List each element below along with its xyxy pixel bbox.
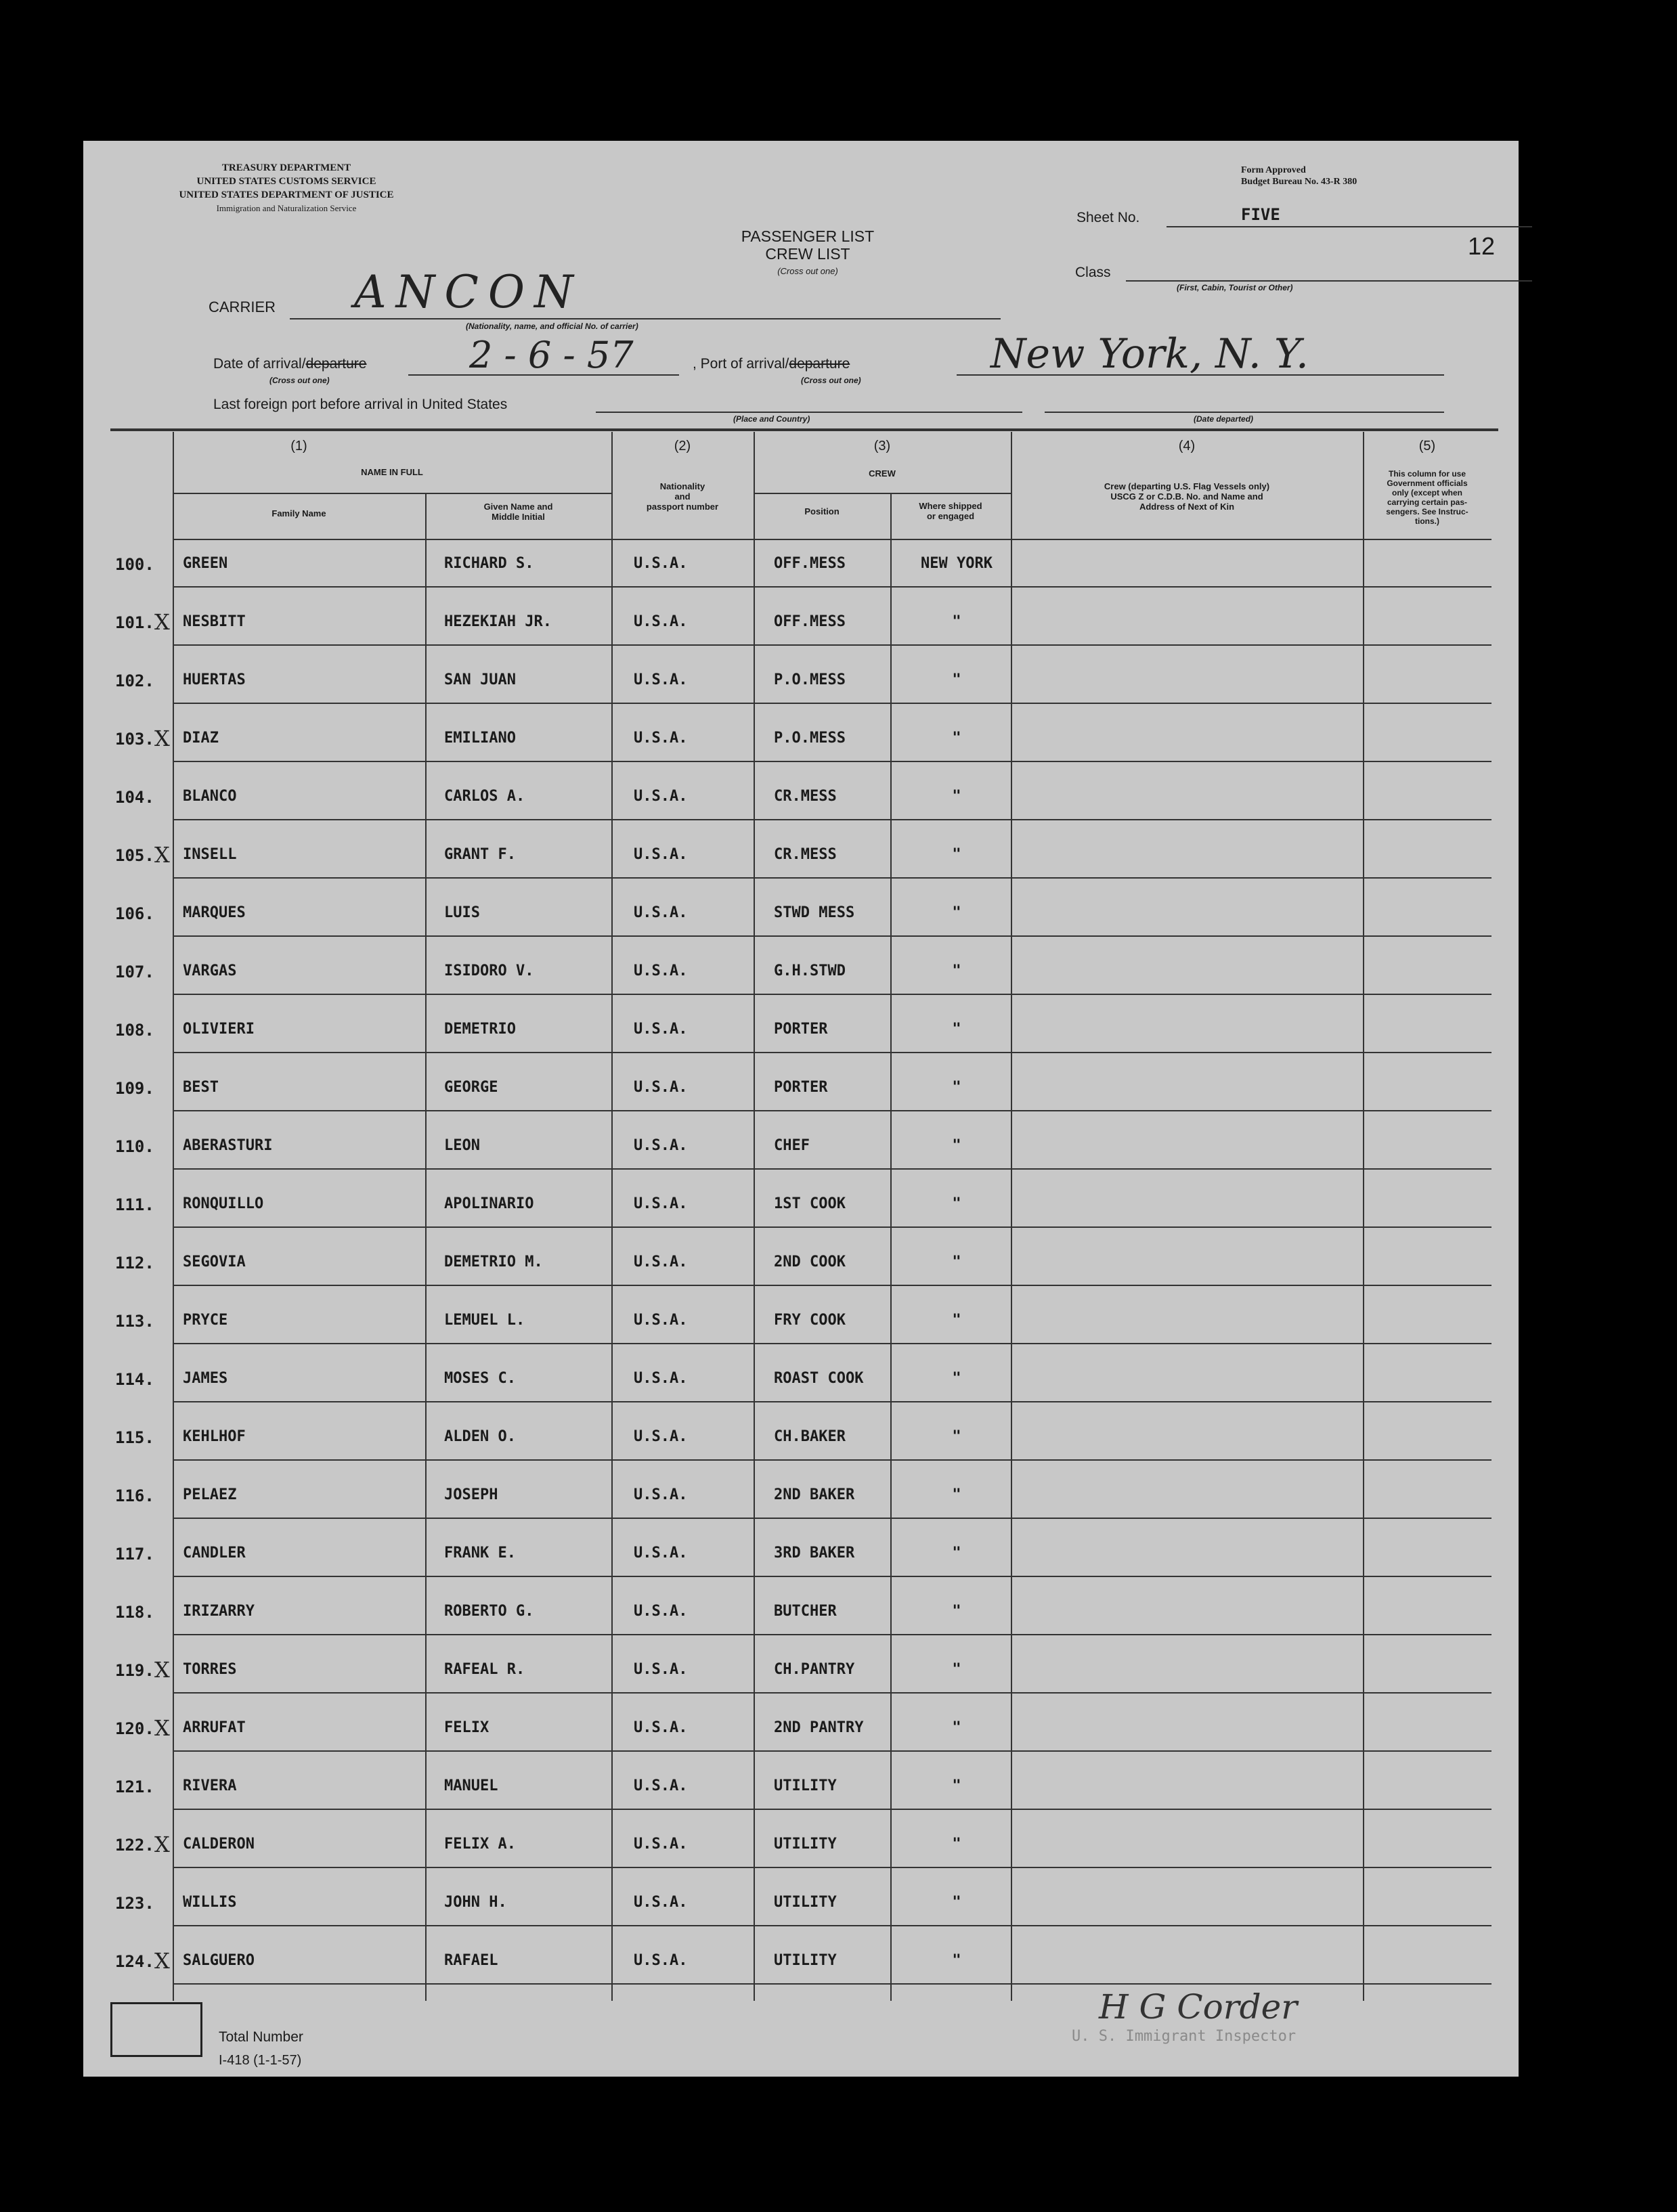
nationality-cell: U.S.A. — [634, 1836, 688, 1853]
port-label-departure: departure — [789, 356, 850, 372]
given-name-cell: EMILIANO — [444, 730, 516, 747]
position-cell: UTILITY — [774, 1894, 837, 1911]
row-rule — [173, 1576, 1491, 1577]
position-cell: P.O.MESS — [774, 730, 846, 747]
row-rule — [173, 1459, 1491, 1461]
given-name-cell: ROBERTO G. — [444, 1603, 534, 1620]
row-rule — [173, 994, 1491, 995]
nationality-cell: U.S.A. — [634, 904, 688, 921]
class-underline — [1126, 280, 1532, 282]
nationality-cell: U.S.A. — [634, 1661, 688, 1678]
col-divider — [173, 432, 174, 2001]
col2-number: (2) — [674, 439, 691, 454]
shipped-or-engaged-cell: " — [952, 1137, 961, 1154]
row-rule — [173, 703, 1491, 704]
carrier-value: ANCON — [354, 266, 583, 318]
row-number: 112. — [115, 1254, 154, 1273]
date-label — [213, 356, 366, 372]
row-rule — [173, 586, 1491, 588]
given-name-cell: DEMETRIO — [444, 1021, 516, 1038]
col-divider — [1011, 432, 1012, 2001]
shipped-or-engaged-cell: " — [952, 730, 961, 747]
shipped-header-a: Where shipped — [919, 501, 982, 511]
family-name-cell: ARRUFAT — [183, 1719, 246, 1736]
title-crew-list: CREW LIST — [765, 245, 850, 263]
position-cell: 2ND COOK — [774, 1254, 846, 1270]
row-rule — [173, 1983, 1491, 1985]
row-number: 123. — [115, 1894, 154, 1913]
family-name-cell: JAMES — [183, 1370, 228, 1387]
given-name-cell: RICHARD S. — [444, 555, 534, 572]
government-use-header-c: only (except when — [1391, 488, 1463, 497]
shipped-or-engaged-cell: " — [952, 1952, 961, 1969]
table-top-rule — [110, 428, 1498, 431]
subheader-rule — [754, 493, 1011, 494]
carrier-label: CARRIER — [209, 298, 276, 315]
row-number: 105. — [115, 846, 154, 865]
nationality-cell: U.S.A. — [634, 963, 688, 979]
given-name-cell: LUIS — [444, 904, 480, 921]
nationality-cell: U.S.A. — [634, 1719, 688, 1736]
class-label: Class — [1075, 265, 1111, 280]
port-note: (Cross out one) — [801, 376, 861, 385]
given-name-cell: MOSES C. — [444, 1370, 516, 1387]
row-number: 121. — [115, 1777, 154, 1796]
row-rule — [173, 761, 1491, 762]
form-approval — [1241, 164, 1357, 187]
nationality-header-c: passport number — [646, 502, 719, 512]
sheet-underline — [1167, 226, 1532, 227]
given-name-cell: CARLOS A. — [444, 788, 525, 805]
given-name-header-a: Given Name and — [483, 502, 553, 512]
shipped-or-engaged-cell: " — [952, 1486, 961, 1503]
next-of-kin-header — [1011, 481, 1363, 512]
given-name-header-b: Middle Initial — [492, 512, 545, 522]
next-of-kin-header-a: Crew (departing U.S. Flag Vessels only) — [1104, 481, 1270, 491]
family-name-cell: NESBITT — [183, 613, 246, 630]
nationality-cell: U.S.A. — [634, 1894, 688, 1911]
nationality-cell: U.S.A. — [634, 671, 688, 688]
row-number: 115. — [115, 1428, 154, 1447]
family-name-header: Family Name — [271, 508, 326, 518]
row-rule — [173, 1110, 1491, 1111]
date-label-arrival: Date of arrival/ — [213, 356, 306, 372]
shipped-or-engaged-cell: " — [952, 1195, 961, 1212]
date-value: 2 - 6 - 57 — [469, 334, 634, 376]
shipped-or-engaged-cell: " — [952, 1545, 961, 1562]
row-number: 106. — [115, 904, 154, 923]
date-departed-underline — [1045, 412, 1444, 413]
shipped-or-engaged-cell: " — [952, 1719, 961, 1736]
shipped-or-engaged-cell: " — [952, 671, 961, 688]
shipped-header-b: or engaged — [926, 511, 975, 521]
family-name-cell: CANDLER — [183, 1545, 246, 1562]
position-cell: PORTER — [774, 1021, 828, 1038]
next-of-kin-header-c: Address of Next of Kin — [1139, 502, 1235, 512]
nationality-cell: U.S.A. — [634, 1486, 688, 1503]
row-number: 110. — [115, 1137, 154, 1156]
family-name-cell: VARGAS — [183, 963, 237, 979]
check-mark: X — [154, 1948, 170, 1974]
shipped-or-engaged-cell: " — [952, 1428, 961, 1445]
family-name-cell: TORRES — [183, 1661, 237, 1678]
agency-line: UNITED STATES CUSTOMS SERVICE — [196, 176, 376, 187]
government-use-header-e: sengers. See Instruc- — [1386, 507, 1468, 516]
position-cell: ROAST COOK — [774, 1370, 864, 1387]
row-number: 102. — [115, 671, 154, 690]
given-name-cell: APOLINARIO — [444, 1195, 534, 1212]
given-name-cell: SAN JUAN — [444, 671, 516, 688]
row-rule — [173, 1809, 1491, 1810]
shipped-or-engaged-cell: " — [952, 1079, 961, 1096]
sheet-value: FIVE — [1241, 205, 1280, 224]
shipped-or-engaged-cell: " — [952, 788, 961, 805]
position-cell: 2ND PANTRY — [774, 1719, 864, 1736]
shipped-or-engaged-cell: " — [952, 1777, 961, 1794]
date-label-departure: departure — [305, 356, 367, 372]
subheader-rule — [173, 493, 611, 494]
position-cell: UTILITY — [774, 1952, 837, 1969]
check-mark: X — [154, 1657, 170, 1683]
row-rule — [173, 935, 1491, 937]
total-number-box[interactable] — [110, 2002, 202, 2057]
sheet-label: Sheet No. — [1076, 210, 1140, 225]
given-name-cell: GEORGE — [444, 1079, 498, 1096]
nationality-cell: U.S.A. — [634, 1021, 688, 1038]
given-name-cell: ISIDORO V. — [444, 963, 534, 979]
date-note: (Cross out one) — [269, 376, 330, 385]
check-mark: X — [154, 609, 170, 635]
family-name-cell: GREEN — [183, 555, 228, 572]
shipped-or-engaged-cell: NEW YORK — [921, 555, 993, 572]
nationality-cell: U.S.A. — [634, 1195, 688, 1212]
row-number: 120. — [115, 1719, 154, 1738]
government-use-header — [1363, 469, 1491, 526]
family-name-cell: SEGOVIA — [183, 1254, 246, 1270]
family-name-cell: WILLIS — [183, 1894, 237, 1911]
form-number: I-418 (1-1-57) — [219, 2053, 302, 2068]
row-rule — [173, 1692, 1491, 1694]
form-title — [666, 227, 950, 280]
family-name-cell: INSELL — [183, 846, 237, 863]
row-number: 114. — [115, 1370, 154, 1389]
position-cell: PORTER — [774, 1079, 828, 1096]
agency-line: Immigration and Naturalization Service — [216, 203, 357, 213]
date-departed-note: (Date departed) — [1194, 414, 1254, 424]
shipped-or-engaged-cell: " — [952, 1661, 961, 1678]
nationality-cell: U.S.A. — [634, 1603, 688, 1620]
row-rule — [173, 1285, 1491, 1286]
header-bottom-rule — [173, 539, 1491, 540]
shipped-or-engaged-cell: " — [952, 1603, 961, 1620]
shipped-or-engaged-cell: " — [952, 904, 961, 921]
total-number-label: Total Number — [219, 2029, 303, 2045]
place-note: (Place and Country) — [733, 414, 810, 424]
government-use-header-d: carrying certain pas- — [1387, 497, 1468, 507]
position-cell: STWD MESS — [774, 904, 855, 921]
nationality-cell: U.S.A. — [634, 1254, 688, 1270]
family-name-cell: PRYCE — [183, 1312, 228, 1329]
family-name-cell: IRIZARRY — [183, 1603, 255, 1620]
agency-block — [110, 161, 462, 215]
agency-line: UNITED STATES DEPARTMENT OF JUSTICE — [179, 190, 394, 200]
row-number: 111. — [115, 1195, 154, 1214]
position-cell: CR.MESS — [774, 846, 837, 863]
row-rule — [173, 877, 1491, 879]
given-name-cell: HEZEKIAH JR. — [444, 613, 552, 630]
row-rule — [173, 819, 1491, 820]
col-divider — [890, 494, 892, 2001]
crew-list-form — [83, 141, 1519, 2077]
row-number: 116. — [115, 1486, 154, 1505]
check-mark: X — [154, 842, 170, 868]
family-name-cell: CALDERON — [183, 1836, 255, 1853]
position-cell: P.O.MESS — [774, 671, 846, 688]
col-divider — [611, 432, 613, 2001]
col4-number: (4) — [1178, 439, 1196, 454]
last-port-label: Last foreign port before arrival in United States — [213, 397, 508, 412]
shipped-or-engaged-cell: " — [952, 846, 961, 863]
given-name-cell: RAFAEL — [444, 1952, 498, 1969]
nationality-cell: U.S.A. — [634, 846, 688, 863]
nationality-cell: U.S.A. — [634, 1137, 688, 1154]
position-cell: UTILITY — [774, 1836, 837, 1853]
given-name-cell: FELIX — [444, 1719, 489, 1736]
crew-header: CREW — [869, 468, 896, 479]
given-name-cell: MANUEL — [444, 1777, 498, 1794]
row-rule — [173, 1925, 1491, 1926]
position-cell: FRY COOK — [774, 1312, 846, 1329]
family-name-cell: HUERTAS — [183, 671, 246, 688]
family-name-cell: DIAZ — [183, 730, 219, 747]
position-cell: CH.BAKER — [774, 1428, 846, 1445]
family-name-cell: PELAEZ — [183, 1486, 237, 1503]
shipped-or-engaged-cell: " — [952, 963, 961, 979]
nationality-header-b: and — [674, 491, 691, 502]
carrier-note: (Nationality, name, and official No. of carrier) — [466, 322, 638, 331]
family-name-cell: KEHLHOF — [183, 1428, 246, 1445]
position-cell: OFF.MESS — [774, 613, 846, 630]
row-number: 117. — [115, 1545, 154, 1564]
row-rule — [173, 1518, 1491, 1519]
inspector-title: U. S. Immigrant Inspector — [1072, 2028, 1297, 2045]
row-number: 109. — [115, 1079, 154, 1098]
nationality-cell: U.S.A. — [634, 1952, 688, 1969]
budget-bureau-text: Budget Bureau No. 43-R 380 — [1241, 177, 1357, 187]
port-label: , Port of arrival/departure — [693, 356, 850, 372]
nationality-header — [611, 481, 754, 512]
row-number: 118. — [115, 1603, 154, 1622]
shipped-or-engaged-cell: " — [952, 1836, 961, 1853]
nationality-cell: U.S.A. — [634, 1312, 688, 1329]
family-name-cell: RIVERA — [183, 1777, 237, 1794]
family-name-cell: BEST — [183, 1079, 219, 1096]
position-cell: UTILITY — [774, 1777, 837, 1794]
title-passenger-list: PASSENGER LIST — [741, 227, 875, 245]
col-divider — [425, 494, 427, 2001]
nationality-cell: U.S.A. — [634, 1079, 688, 1096]
row-rule — [173, 644, 1491, 646]
row-rule — [173, 1226, 1491, 1228]
row-rule — [173, 1052, 1491, 1053]
given-name-header — [425, 502, 611, 522]
given-name-cell: RAFEAL R. — [444, 1661, 525, 1678]
row-rule — [173, 1401, 1491, 1402]
port-value: New York, N. Y. — [990, 330, 1309, 378]
next-of-kin-header-b: USCG Z or C.D.B. No. and Name and — [1110, 491, 1263, 502]
shipped-or-engaged-cell: " — [952, 1021, 961, 1038]
agency-line: TREASURY DEPARTMENT — [221, 162, 351, 173]
row-number: 122. — [115, 1836, 154, 1855]
col5-number: (5) — [1418, 439, 1436, 454]
col1-title: NAME IN FULL — [361, 467, 423, 477]
row-rule — [173, 1343, 1491, 1344]
col-divider — [1363, 432, 1364, 2001]
row-number: 124. — [115, 1952, 154, 1971]
nationality-cell: U.S.A. — [634, 1777, 688, 1794]
carrier-underline — [290, 318, 1001, 319]
nationality-cell: U.S.A. — [634, 730, 688, 747]
family-name-cell: ABERASTURI — [183, 1137, 273, 1154]
row-number: 103. — [115, 730, 154, 749]
check-mark: X — [154, 726, 170, 751]
shipped-or-engaged-cell: " — [952, 1370, 961, 1387]
government-use-header-b: Government officials — [1387, 479, 1468, 488]
given-name-cell: LEON — [444, 1137, 480, 1154]
row-number: 101. — [115, 613, 154, 632]
given-name-cell: DEMETRIO M. — [444, 1254, 543, 1270]
row-number: 100. — [115, 555, 154, 574]
given-name-cell: JOSEPH — [444, 1486, 498, 1503]
position-header: Position — [804, 506, 840, 516]
class-note: (First, Cabin, Tourist or Other) — [1177, 283, 1293, 292]
family-name-cell: SALGUERO — [183, 1952, 255, 1969]
position-cell: CH.PANTRY — [774, 1661, 855, 1678]
shipped-or-engaged-cell: " — [952, 1312, 961, 1329]
row-number: 104. — [115, 788, 154, 807]
given-name-cell: GRANT F. — [444, 846, 516, 863]
position-cell: CHEF — [774, 1137, 810, 1154]
port-label-arrival: Port of arrival/ — [700, 356, 789, 372]
position-cell: 2ND BAKER — [774, 1486, 855, 1503]
position-cell: CR.MESS — [774, 788, 837, 805]
position-cell: G.H.STWD — [774, 963, 846, 979]
government-use-header-a: This column for use — [1388, 469, 1466, 479]
given-name-cell: LEMUEL L. — [444, 1312, 525, 1329]
row-number: 113. — [115, 1312, 154, 1331]
nationality-cell: U.S.A. — [634, 613, 688, 630]
position-cell: 1ST COOK — [774, 1195, 846, 1212]
shipped-header — [890, 501, 1011, 521]
family-name-cell: RONQUILLO — [183, 1195, 264, 1212]
last-port-underline — [596, 412, 1022, 413]
government-use-header-f: tions.) — [1415, 516, 1439, 526]
check-mark: X — [154, 1715, 170, 1741]
position-cell: OFF.MESS — [774, 555, 846, 572]
nationality-header-a: Nationality — [659, 481, 705, 491]
col1-number: (1) — [290, 439, 307, 454]
row-number: 108. — [115, 1021, 154, 1040]
row-rule — [173, 1168, 1491, 1170]
nationality-cell: U.S.A. — [634, 788, 688, 805]
given-name-cell: FRANK E. — [444, 1545, 516, 1562]
row-rule — [173, 1750, 1491, 1752]
shipped-or-engaged-cell: " — [952, 613, 961, 630]
col-divider — [754, 432, 755, 2001]
row-rule — [173, 1634, 1491, 1635]
nationality-cell: U.S.A. — [634, 1428, 688, 1445]
family-name-cell: BLANCO — [183, 788, 237, 805]
row-rule — [173, 1867, 1491, 1868]
shipped-or-engaged-cell: " — [952, 1894, 961, 1911]
given-name-cell: ALDEN O. — [444, 1428, 516, 1445]
check-mark: X — [154, 1832, 170, 1857]
family-name-cell: OLIVIERI — [183, 1021, 255, 1038]
shipped-or-engaged-cell: " — [952, 1254, 961, 1270]
nationality-cell: U.S.A. — [634, 1370, 688, 1387]
position-cell: 3RD BAKER — [774, 1545, 855, 1562]
position-cell: BUTCHER — [774, 1603, 837, 1620]
row-number: 119. — [115, 1661, 154, 1680]
given-name-cell: FELIX A. — [444, 1836, 516, 1853]
inspector-signature: H G Corder — [1099, 1987, 1298, 2027]
form-approved-text: Form Approved — [1241, 165, 1306, 175]
col3-number: (3) — [873, 439, 891, 454]
nationality-cell: U.S.A. — [634, 555, 688, 572]
family-name-cell: MARQUES — [183, 904, 246, 921]
nationality-cell: U.S.A. — [634, 1545, 688, 1562]
title-note: (Cross out one) — [777, 266, 838, 276]
given-name-cell: JOHN H. — [444, 1894, 507, 1911]
row-number: 107. — [115, 963, 154, 981]
page-number: 12 — [1468, 232, 1496, 260]
